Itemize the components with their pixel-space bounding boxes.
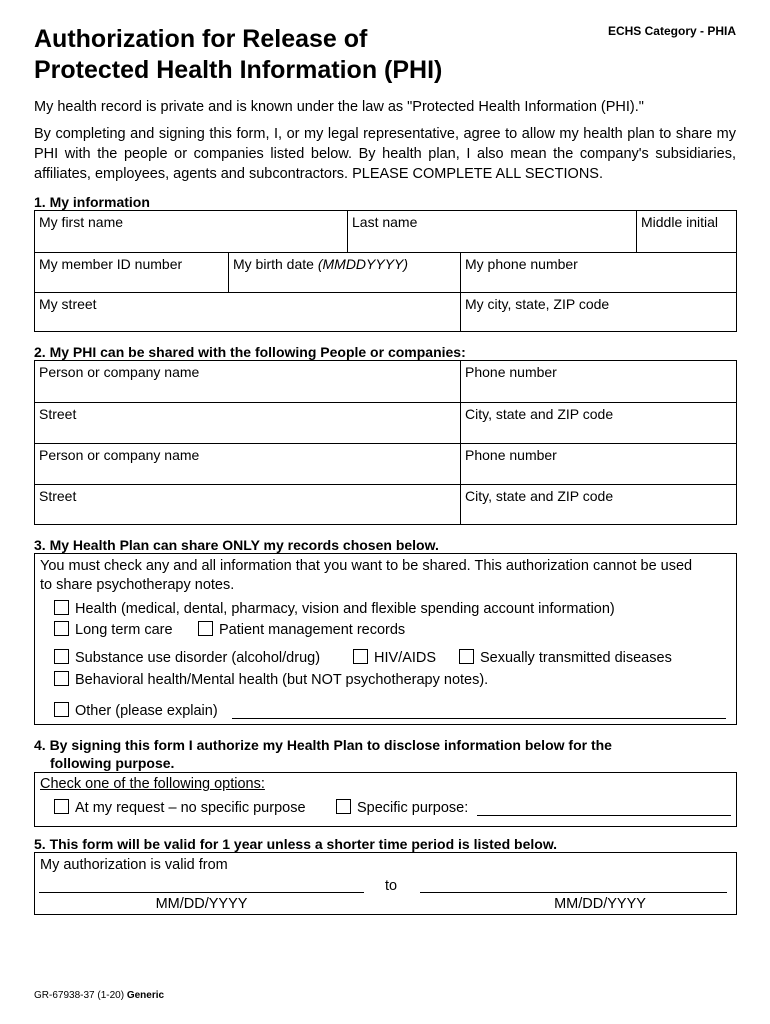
city-state-zip-field[interactable] bbox=[460, 293, 737, 332]
patient-management-option[interactable] bbox=[198, 621, 405, 638]
recipient2-row-name bbox=[35, 443, 736, 485]
long-term-care-label: Long term care bbox=[75, 622, 173, 638]
birth-date-format: (MMDDYYYY) bbox=[317, 256, 409, 272]
middle-initial-label: Middle initial bbox=[641, 214, 719, 230]
valid-from-date-line[interactable] bbox=[39, 892, 364, 893]
hiv-aids-checkbox[interactable] bbox=[353, 649, 368, 664]
recipient1-city-field[interactable] bbox=[460, 403, 737, 444]
birth-date-field[interactable] bbox=[228, 253, 460, 293]
section1-heading: 1. My information bbox=[34, 194, 150, 210]
std-option[interactable] bbox=[459, 649, 672, 666]
recipient2-row-address bbox=[35, 484, 736, 525]
substance-use-option[interactable] bbox=[54, 649, 320, 666]
health-option-label: Health (medical, dental, pharmacy, vision and flexible spending account information) bbox=[75, 601, 615, 617]
recipient1-phone-field[interactable] bbox=[460, 361, 737, 402]
recipient2-city-label: City, state and ZIP code bbox=[465, 488, 614, 504]
to-date-format: MM/DD/YYYY bbox=[554, 896, 646, 912]
recipient1-phone-label: Phone number bbox=[465, 364, 557, 380]
long-term-care-option[interactable] bbox=[54, 621, 173, 638]
first-name-field[interactable] bbox=[35, 211, 347, 252]
recipient2-name-field[interactable] bbox=[35, 444, 460, 485]
patient-management-label: Patient management records bbox=[219, 622, 406, 638]
at-request-option[interactable] bbox=[54, 799, 306, 816]
valid-to-date-line[interactable] bbox=[420, 892, 727, 893]
last-name-field[interactable] bbox=[347, 211, 636, 252]
section3-instruction-line1: You must check any and all information that you want to be shared. This authorization cannot be used bbox=[40, 558, 693, 574]
recipient1-street-field[interactable] bbox=[35, 403, 460, 444]
recipient2-phone-field[interactable] bbox=[460, 444, 737, 485]
to-label: to bbox=[385, 878, 398, 894]
behavioral-health-checkbox[interactable] bbox=[54, 671, 69, 686]
form-version: Generic bbox=[126, 990, 165, 1001]
first-name-label: My first name bbox=[39, 214, 124, 230]
intro-paragraph-2: By completing and signing this form, I, or my legal representative, agree to allow my health plan to share my PHI with the people or companies listed below. By health plan, I also mean the company's subsidiaries, affiliates, employees, agents and subcontractors. PLEASE COMPLETE ALL SECTIONS. bbox=[34, 126, 736, 182]
behavioral-health-option[interactable] bbox=[54, 671, 488, 688]
substance-use-label: Substance use disorder (alcohol/drug) bbox=[75, 650, 321, 666]
patient-management-checkbox[interactable] bbox=[198, 621, 213, 636]
valid-from-label: My authorization is valid from bbox=[40, 857, 228, 873]
std-checkbox[interactable] bbox=[459, 649, 474, 664]
street-label: My street bbox=[39, 296, 97, 312]
recipient1-name-field[interactable] bbox=[35, 361, 460, 402]
middle-initial-field[interactable] bbox=[636, 211, 737, 252]
check-one-label: Check one of the following options: bbox=[40, 776, 265, 792]
section3-box bbox=[34, 553, 737, 725]
health-checkbox[interactable] bbox=[54, 600, 69, 615]
section4-heading-line1: 4. By signing this form I authorize my Health Plan to disclose information below for the bbox=[34, 737, 612, 753]
street-field[interactable] bbox=[35, 293, 460, 332]
form-title-line1: Authorization for Release of bbox=[34, 25, 368, 53]
recipient1-city-label: City, state and ZIP code bbox=[465, 406, 614, 422]
specific-purpose-label: Specific purpose: bbox=[357, 800, 469, 816]
recipient1-row-address bbox=[35, 402, 736, 444]
intro-paragraph-1: My health record is private and is known under the law as "Protected Health Information (PHI)." bbox=[34, 99, 644, 115]
recipient2-city-field[interactable] bbox=[460, 485, 737, 525]
member-id-label: My member ID number bbox=[39, 256, 183, 272]
section3-instruction-line2: to share psychotherapy notes. bbox=[40, 577, 235, 593]
form-code-footer bbox=[34, 990, 164, 1001]
section1-row-address bbox=[35, 292, 736, 332]
form-title-line2: Protected Health Information (PHI) bbox=[34, 56, 443, 84]
hiv-aids-option[interactable] bbox=[353, 649, 436, 666]
health-option[interactable] bbox=[54, 600, 615, 617]
behavioral-health-label: Behavioral health/Mental health (but NOT psychotherapy notes). bbox=[75, 672, 489, 688]
specific-purpose-checkbox[interactable] bbox=[336, 799, 351, 814]
section5-box bbox=[34, 852, 737, 915]
city-state-zip-label: My city, state, ZIP code bbox=[465, 296, 610, 312]
form-code: GR-67938-37 (1-20) bbox=[34, 990, 125, 1001]
section1-row-id bbox=[35, 252, 736, 293]
recipient1-street-label: Street bbox=[39, 406, 77, 422]
specific-purpose-option[interactable] bbox=[336, 799, 468, 816]
section4-heading-line2: following purpose. bbox=[50, 755, 175, 771]
recipient2-name-label: Person or company name bbox=[39, 447, 200, 463]
at-request-checkbox[interactable] bbox=[54, 799, 69, 814]
section3-heading: 3. My Health Plan can share ONLY my records chosen below. bbox=[34, 537, 439, 553]
other-option[interactable] bbox=[54, 702, 218, 719]
section2-table bbox=[34, 360, 737, 525]
category-label: ECHS Category - PHIA bbox=[607, 24, 736, 38]
specific-purpose-line[interactable] bbox=[477, 815, 731, 816]
section5-heading: 5. This form will be valid for 1 year unless a shorter time period is listed below. bbox=[34, 836, 558, 852]
from-date-format: MM/DD/YYYY bbox=[155, 896, 248, 912]
phone-field[interactable] bbox=[460, 253, 737, 293]
section4-box bbox=[34, 772, 737, 827]
phone-label: My phone number bbox=[465, 256, 578, 272]
section2-heading: 2. My PHI can be shared with the following People or companies: bbox=[34, 344, 466, 360]
section1-table bbox=[34, 210, 737, 332]
section4-heading bbox=[34, 736, 612, 772]
hiv-aids-label: HIV/AIDS bbox=[374, 650, 437, 666]
birth-date-label: My birth date bbox=[233, 256, 314, 272]
form-title bbox=[34, 24, 442, 86]
recipient2-street-label: Street bbox=[39, 488, 77, 504]
other-explain-line[interactable] bbox=[232, 718, 726, 719]
std-label: Sexually transmitted diseases bbox=[480, 650, 672, 666]
other-label: Other (please explain) bbox=[75, 703, 218, 719]
member-id-field[interactable] bbox=[35, 253, 228, 293]
last-name-label: Last name bbox=[352, 214, 418, 230]
section3-instructions bbox=[40, 557, 692, 595]
recipient2-street-field[interactable] bbox=[35, 485, 460, 525]
at-request-label: At my request – no specific purpose bbox=[75, 800, 306, 816]
recipient1-name-label: Person or company name bbox=[39, 364, 200, 380]
other-checkbox[interactable] bbox=[54, 702, 69, 717]
recipient1-row-name bbox=[35, 361, 736, 402]
section1-row-name bbox=[35, 211, 736, 252]
long-term-care-checkbox[interactable] bbox=[54, 621, 69, 636]
recipient2-phone-label: Phone number bbox=[465, 447, 557, 463]
substance-use-checkbox[interactable] bbox=[54, 649, 69, 664]
